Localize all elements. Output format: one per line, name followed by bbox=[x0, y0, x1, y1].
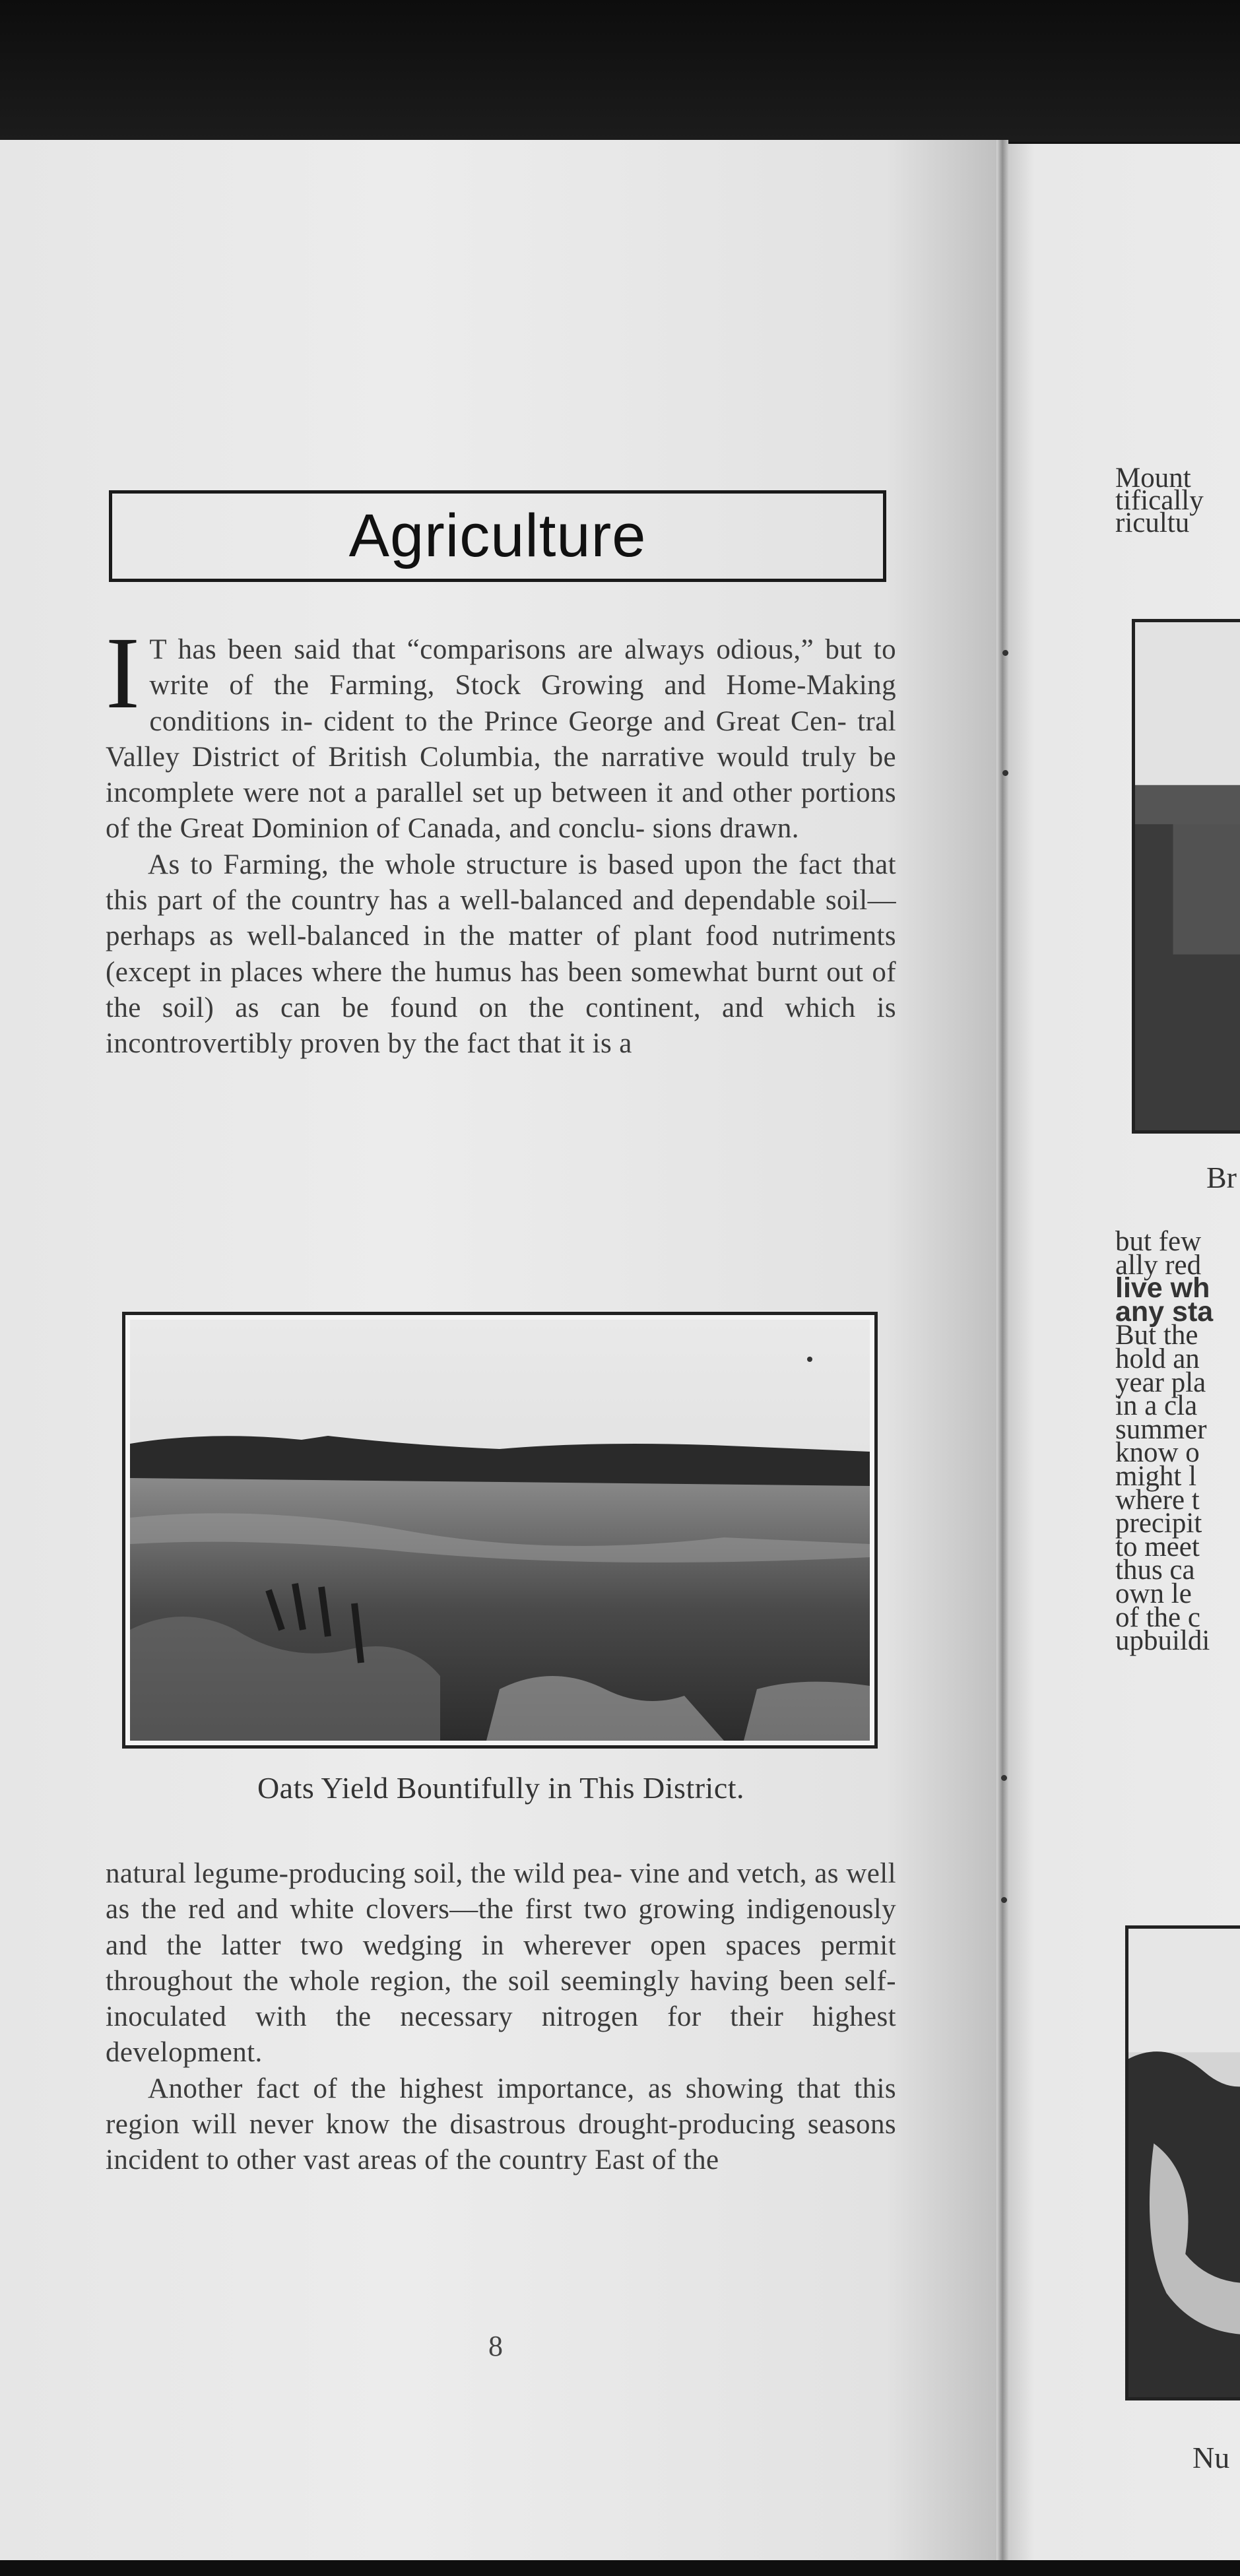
text-line: cident to the Prince George and Great Cen- bbox=[323, 705, 847, 737]
right-line: year pla bbox=[1115, 1367, 1206, 1398]
right-line: but few bbox=[1115, 1226, 1202, 1257]
right-page-photo-1 bbox=[1132, 619, 1240, 1134]
oats-field-photo bbox=[122, 1312, 878, 1749]
right-line: summer bbox=[1115, 1413, 1207, 1445]
text-line: a well-balanced and dependable soil—perhaps bbox=[106, 885, 896, 952]
right-photo-caption-2: Nu bbox=[1192, 2441, 1230, 2474]
right-page-column-text bbox=[1115, 1226, 1214, 1657]
paragraph-farming bbox=[106, 847, 896, 1062]
text-line: tral Valley District of British Columbia, the bbox=[106, 705, 897, 773]
text-line: a parallel set up between it and other portions bbox=[354, 777, 897, 809]
right-line: in a cla bbox=[1115, 1390, 1198, 1422]
right-line: Mount bbox=[1115, 463, 1191, 494]
right-line: to meet bbox=[1115, 1531, 1200, 1562]
text-line: development. bbox=[106, 2037, 263, 2069]
right-line: own le bbox=[1115, 1578, 1192, 1609]
margin-speck bbox=[1002, 650, 1008, 656]
text-line: can be found on the continent, and which is bbox=[280, 992, 896, 1023]
text-line: the soil seemingly having been self-inoculated bbox=[106, 1965, 896, 2033]
text-line: and the latter two wedging in wherever open bbox=[106, 1929, 707, 1961]
text-line: narrative would truly be incomplete were not bbox=[106, 741, 896, 809]
book-spine-shadow bbox=[996, 140, 1008, 2560]
paragraph-drought bbox=[106, 2071, 896, 2179]
right-line: of the c bbox=[1115, 1601, 1200, 1633]
text-line: Another fact of the highest importance, as bbox=[148, 2073, 672, 2104]
text-line: vine and vetch, as well as the red and white bbox=[106, 1858, 896, 1925]
margin-speck bbox=[1002, 770, 1008, 776]
text-line: nutriments (except in places where the humus bbox=[106, 920, 896, 988]
margin-speck bbox=[1001, 1897, 1007, 1903]
right-line: tifically bbox=[1115, 485, 1204, 516]
right-page bbox=[1006, 144, 1240, 2560]
right-page-photo-2 bbox=[1125, 1925, 1240, 2400]
right-line: live wh bbox=[1115, 1272, 1210, 1304]
page-number: 8 bbox=[488, 2330, 503, 2362]
right-line: ricultu bbox=[1115, 507, 1190, 538]
text-line: spaces permit throughout the whole region, bbox=[106, 1929, 896, 1997]
right-line: But the bbox=[1115, 1320, 1198, 1351]
field-landscape-image bbox=[130, 1320, 870, 1741]
right-line: precipit bbox=[1115, 1508, 1202, 1539]
right-line: thus ca bbox=[1115, 1555, 1195, 1586]
text-line: incontrovertibly proven by the fact that it is a bbox=[106, 1028, 632, 1060]
right-line: hold an bbox=[1115, 1343, 1200, 1374]
right-line: ally red bbox=[1115, 1249, 1202, 1281]
scan-background-top bbox=[0, 0, 1240, 142]
right-line: any sta bbox=[1115, 1295, 1214, 1328]
text-line: of the Great Dominion of Canada, and conclu- bbox=[106, 813, 645, 845]
text-line: Growing and Home-Making conditions in- bbox=[149, 670, 896, 737]
text-line: as well-balanced in the matter of plant food bbox=[209, 920, 759, 952]
section-title: Agriculture bbox=[348, 502, 647, 569]
text-line: odious,” but to write of the Farming, Stock bbox=[149, 634, 896, 701]
text-line: with the necessary nitrogen for their highest bbox=[255, 2001, 896, 2033]
right-page-top-text bbox=[1115, 463, 1204, 538]
intro-paragraphs bbox=[106, 616, 897, 1062]
right-photo-caption-1: Br bbox=[1206, 1161, 1237, 1194]
text-line: sions drawn. bbox=[652, 813, 799, 845]
text-line: natural legume-producing soil, the wild pea- bbox=[106, 1858, 623, 1889]
text-line: T has been said that “comparisons are always bbox=[149, 634, 705, 665]
margin-speck bbox=[1001, 1775, 1007, 1781]
right-line: upbuildi bbox=[1115, 1625, 1210, 1657]
text-line: As to Farming, the whole structure is based bbox=[148, 849, 674, 880]
text-line: showing that this region will never know the bbox=[106, 2073, 896, 2141]
text-line: clovers—the first two growing indigenously bbox=[366, 1894, 897, 1925]
text-line: upon the fact that this part of the country has bbox=[106, 849, 897, 917]
text-line: to other vast areas of the country East of the bbox=[206, 2144, 719, 2176]
right-line: where t bbox=[1115, 1484, 1200, 1516]
section-title-box bbox=[109, 490, 886, 582]
drop-cap: I bbox=[106, 616, 141, 730]
photo-caption: Oats Yield Bountifully in This District. bbox=[257, 1771, 745, 1805]
lower-paragraphs bbox=[106, 1856, 896, 2179]
text-line: disastrous drought-producing seasons incident bbox=[106, 2109, 896, 2176]
right-line: know o bbox=[1115, 1437, 1200, 1469]
text-line: has been somewhat burnt out of the soil) as bbox=[106, 956, 896, 1023]
right-line: might l bbox=[1115, 1460, 1197, 1492]
scan-background-bottom bbox=[0, 2560, 1240, 2576]
